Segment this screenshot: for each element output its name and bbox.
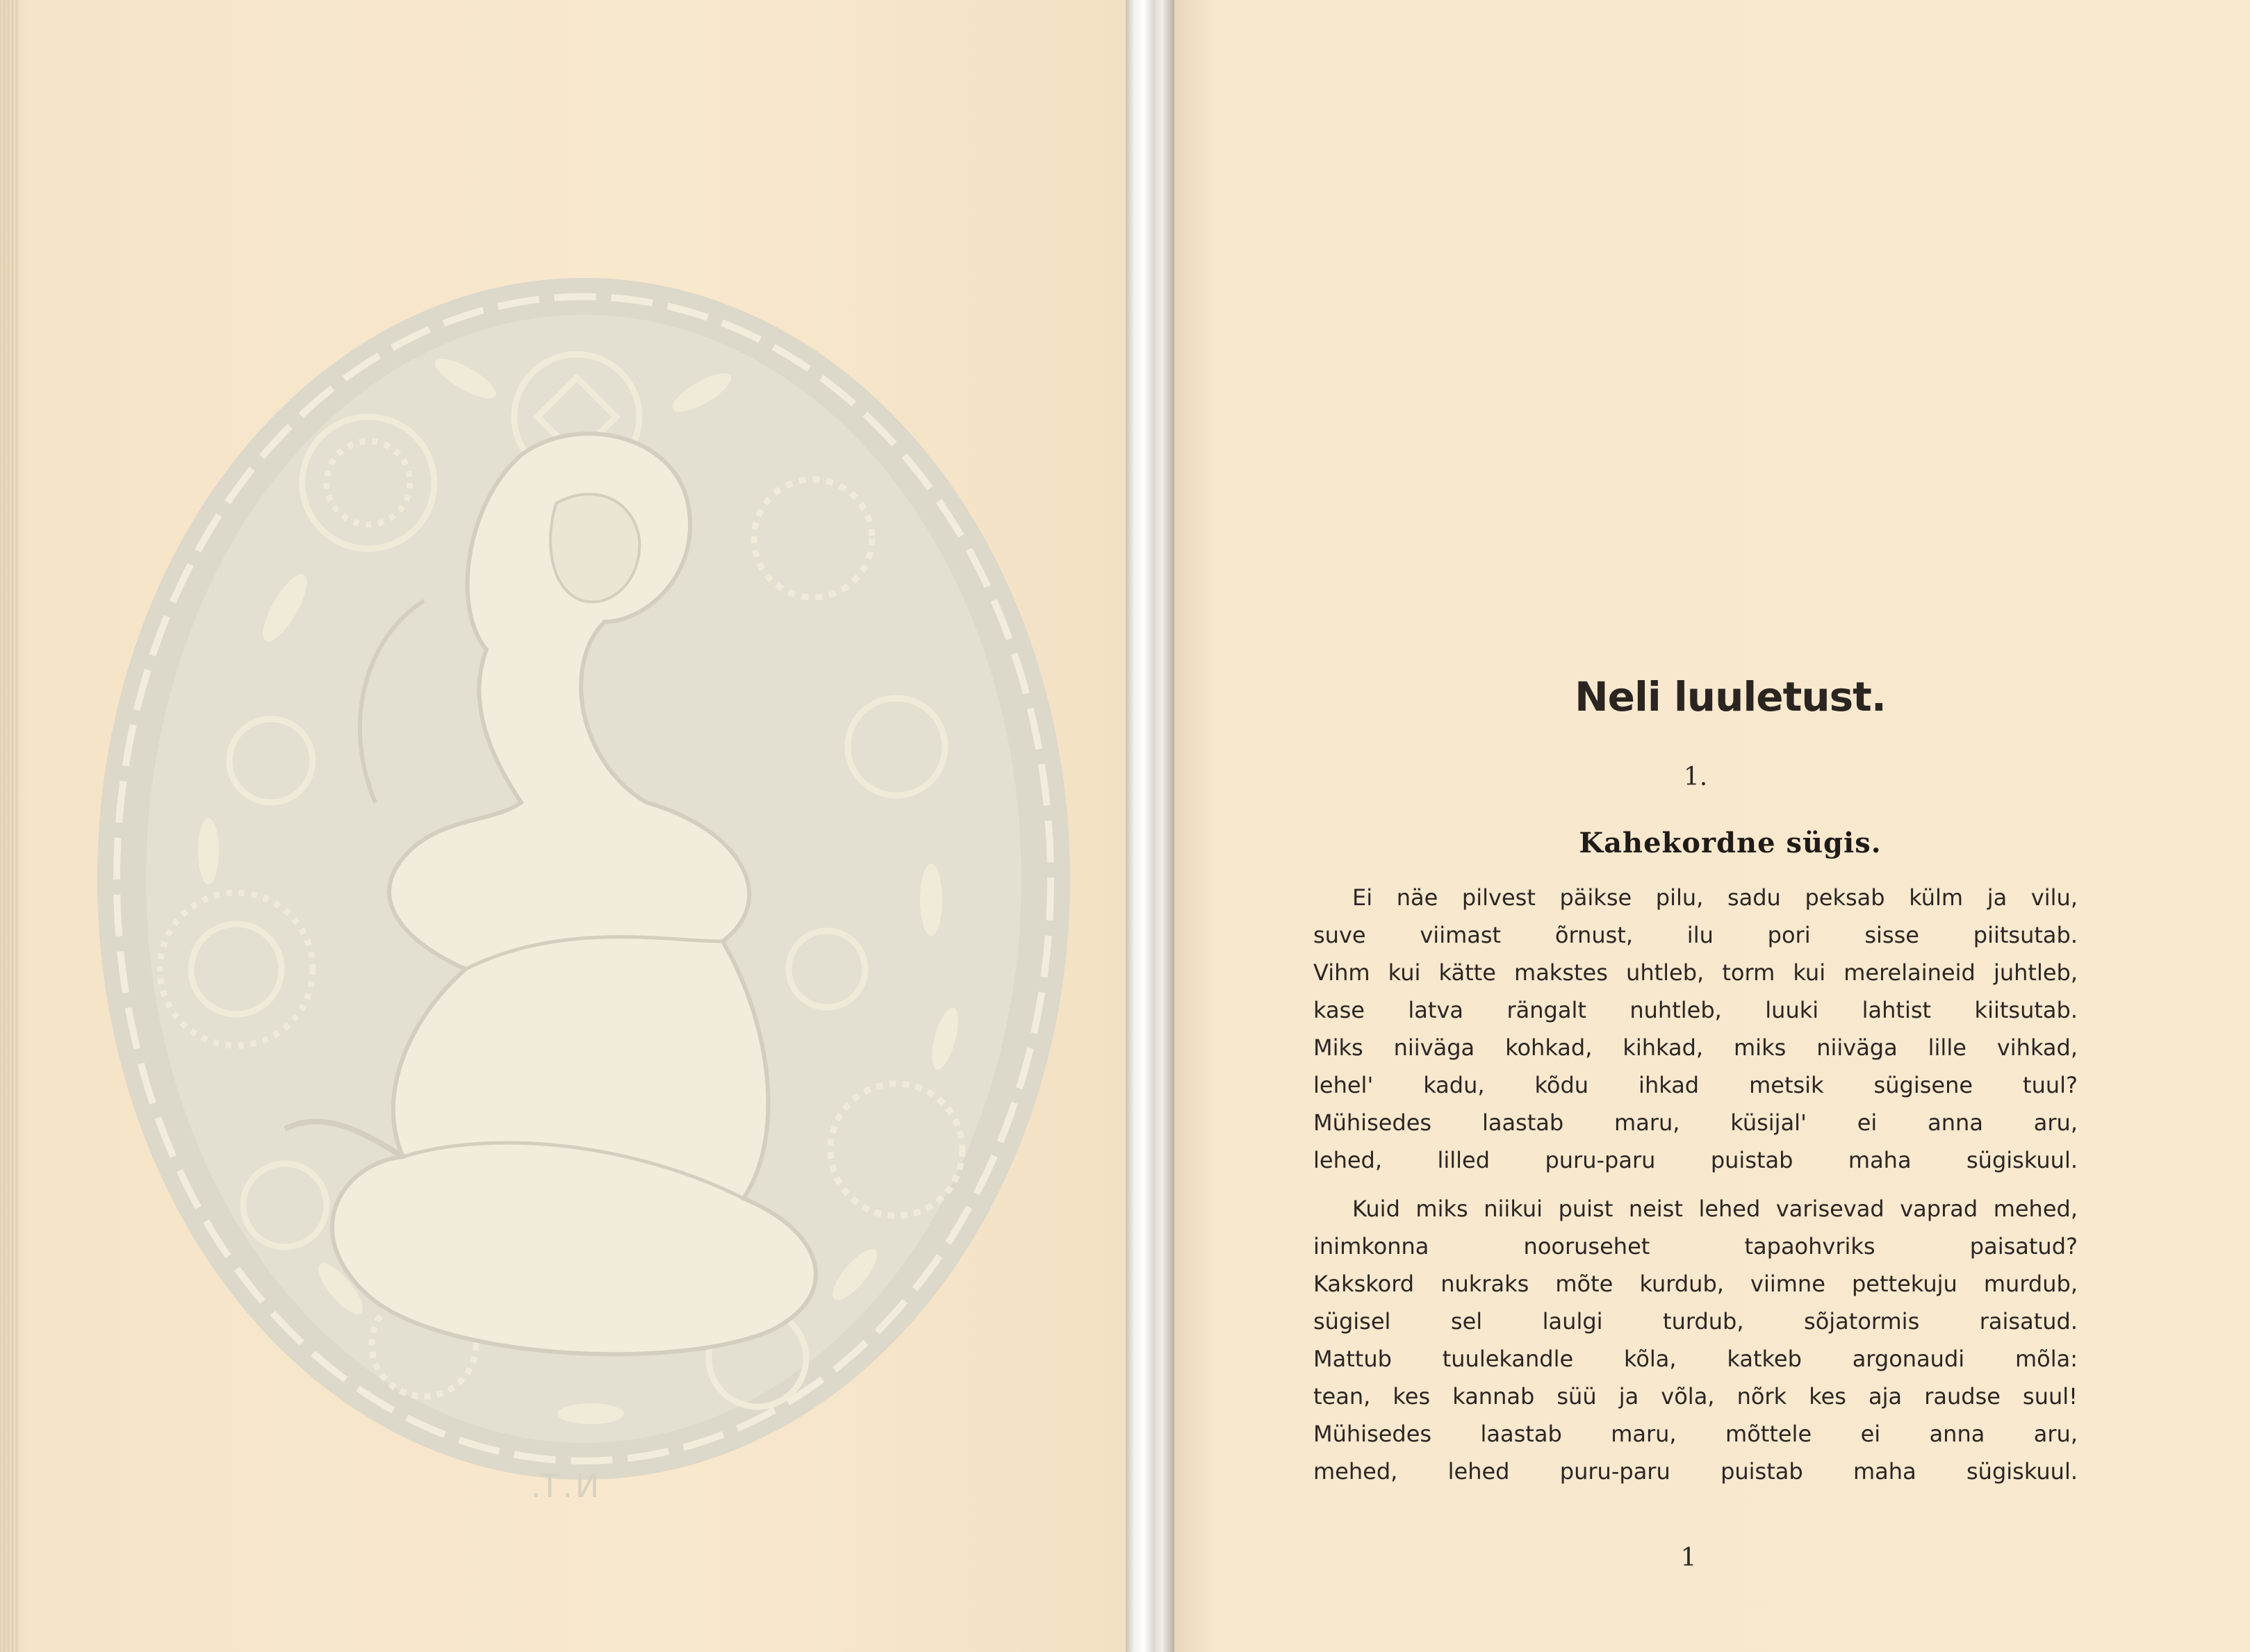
poem-number: 1. [1683,763,1708,791]
poem-line: Miks niiväga kohkad, kihkad, miks niiväga lille vihkad, [1313,1034,2078,1061]
poem-line: inimkonna noorusehet tapaohvriks paisatud? [1313,1233,2078,1259]
poem-line: Vihm kui kätte makstes uhtleb, torm kui merelaineid juhtleb, [1313,959,2078,986]
page-number: 1 [1680,1544,1697,1572]
poem-line: Kuid miks niikui puist neist lehed varisevad vaprad mehed, [1352,1196,2078,1222]
woodcut-illustration [76,274,1091,1483]
stanza-1 [1313,879,2078,1179]
poem-line: lehed, lilled puru-paru puistab maha sügiskuul. [1313,1147,2078,1173]
page-title: Neli luuletust. [1575,672,1886,720]
page-edges [0,0,18,1652]
poem-line: sügisel sel laulgi turdub, sõjatormis raisatud. [1313,1308,2078,1335]
illustration-signature: N.T. [528,1467,600,1505]
poem-line: suve viimast õrnust, ilu pori sisse piitsutab. [1313,922,2078,948]
stanza-2 [1313,1190,2078,1490]
poem-line: Ei näe pilvest päikse pilu, sadu peksab külm ja vilu, [1352,884,2078,911]
poem-line: Mattub tuulekandle kõla, katkeb argonaudi mõla: [1313,1346,2078,1372]
poem-line: tean, kes kannab süü ja võla, nõrk kes aja raudse suul! [1313,1383,2078,1410]
poem-title: Kahekordne sügis. [1579,827,1882,859]
poem-line: Mühisedes laastab maru, küsijal' ei anna aru, [1313,1109,2078,1136]
poem-line: Kakskord nukraks mõte kurdub, viimne pettekuju murdub, [1313,1271,2078,1297]
poem-line: lehel' kadu, kõdu ihkad metsik sügisene tuul? [1313,1072,2078,1098]
poem-line: mehed, lehed puru-paru puistab maha sügiskuul. [1313,1458,2078,1485]
poem-line: Mühisedes laastab maru, mõttele ei anna aru, [1313,1421,2078,1447]
poem-line: kase latva rängalt nuhtleb, luuki lahtist kiitsutab. [1313,997,2078,1023]
book-gutter [1126,0,1174,1652]
